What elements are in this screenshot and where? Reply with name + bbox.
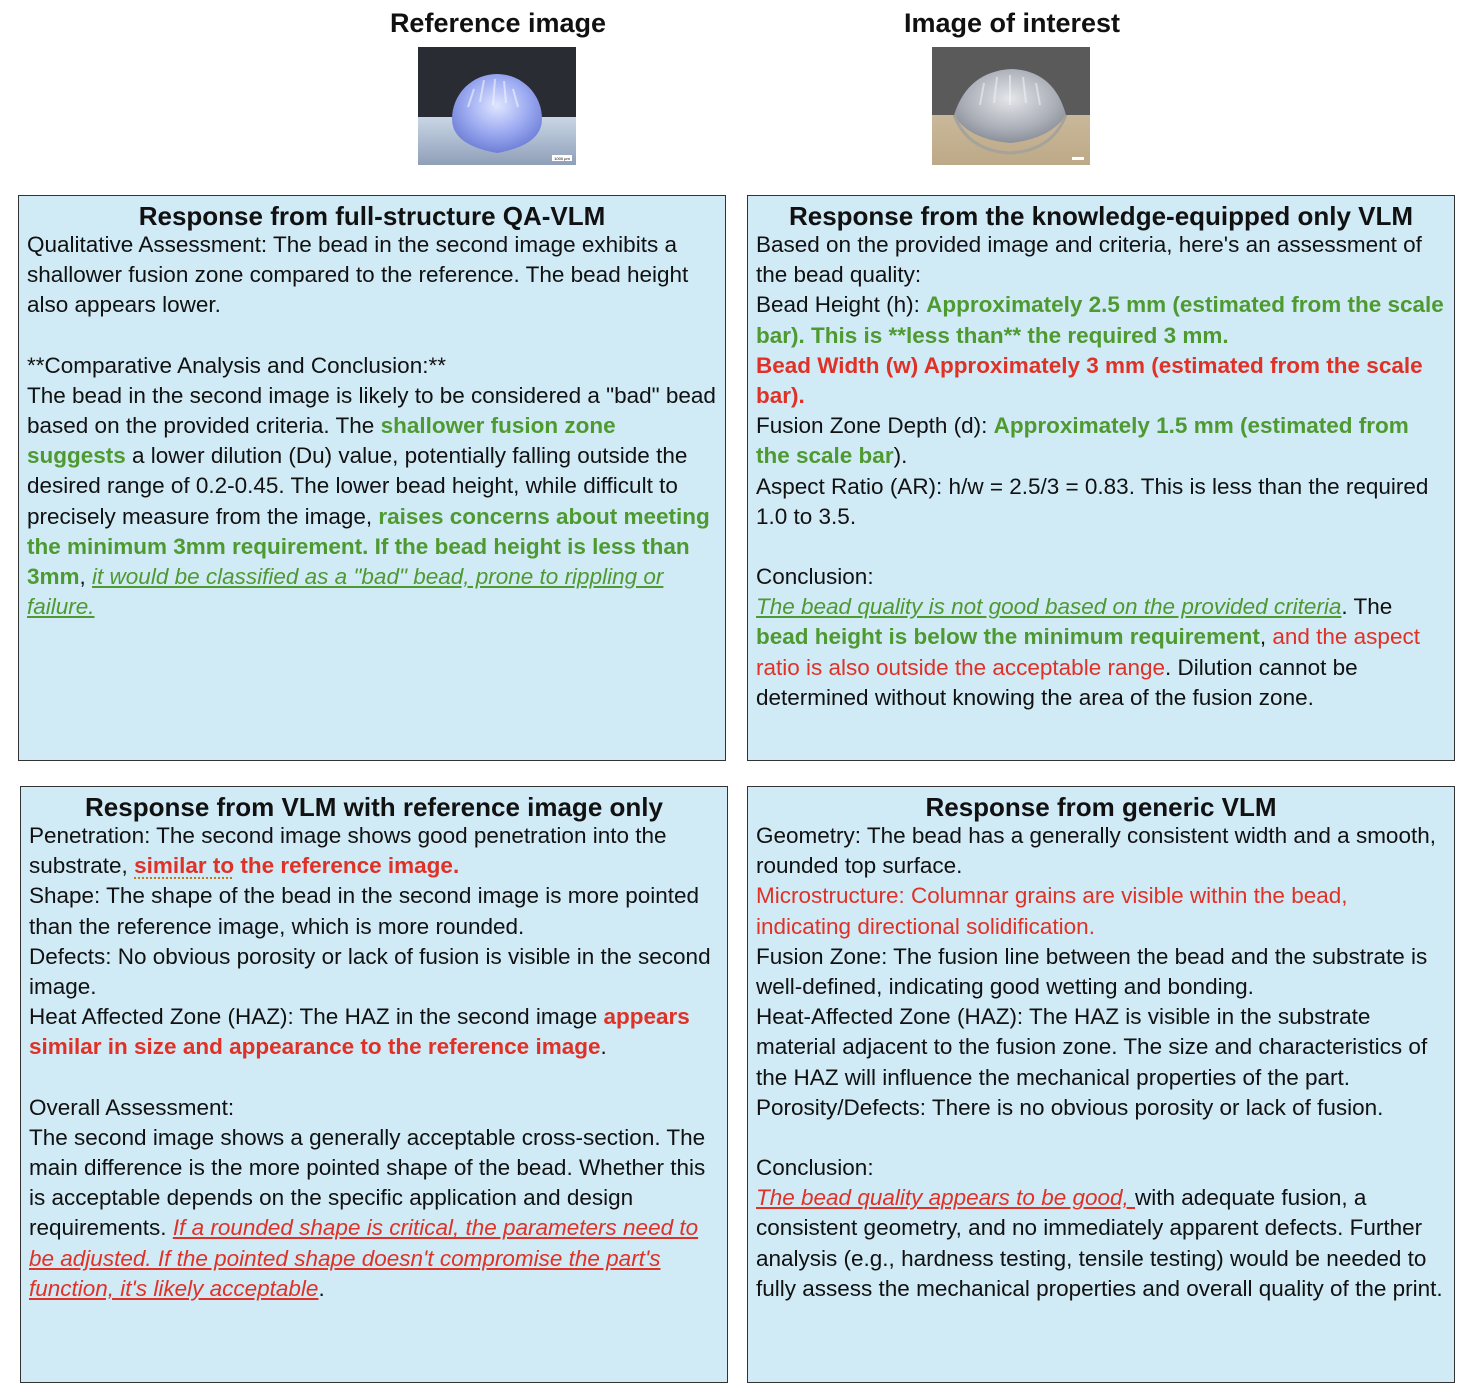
panel-title: Response from full-structure QA-VLM — [138, 201, 606, 231]
conclusion-paragraph: The bead quality is not good based on the provided criteria. The bead height is below the minimum requirement, and the aspect ratio is also outside the acceptable range. Dilution cannot be determined without knowing the area of the fusion zone. — [756, 594, 1420, 710]
reference-image — [418, 47, 576, 165]
geometry-line: Geometry: The bead has a generally consistent width and a smooth, rounded top surface. — [756, 823, 1436, 879]
bead-height-line: Bead Height (h): Approximately 2.5 mm (estimated from the scale bar). This is **less than** the required 3 mm. — [756, 292, 1444, 348]
conclusion-label: Conclusion: — [756, 564, 874, 590]
highlight-incorrect: the reference image. — [234, 853, 460, 879]
scale-label: 1000 μm — [554, 156, 570, 161]
highlight-correct-conclusion: it would be classified as a "bad" bead, prone to rippling or failure. — [27, 564, 664, 620]
highlight-correct: Approximately 1.5 mm (estimated from the scale bar — [756, 413, 1409, 469]
image-of-interest — [932, 47, 1090, 165]
highlight-correct: Approximately 2.5 mm (estimated from the scale bar). This is **less than** the required 3 mm. — [756, 292, 1444, 348]
highlight-correct: raises concerns about meeting the minimum 3mm requirement. If the bead height is less than 3mm — [27, 503, 710, 590]
fusion-depth-line: Fusion Zone Depth (d): Approximately 1.5 mm (estimated from the scale bar). — [756, 413, 1409, 469]
image-of-interest-header: Image of interest — [903, 8, 1121, 38]
porosity-line: Porosity/Defects: There is no obvious porosity or lack of fusion. — [756, 1094, 1384, 1120]
comparative-paragraph: The bead in the second image is likely to be considered a "bad" bead based on the provided criteria. The shallower fusion zone suggests a lower dilution (Du) value, potentially falling outside the desired range of 0.2-0.45. The lower bead height, while difficult to precisely measure from the image, raises concerns about meeting the minimum 3mm requirement. If the bead height is less than 3mm, it would be classified as a "bad" bead, prone to rippling or failure. — [27, 382, 716, 620]
highlight-incorrect: and the aspect ratio is also outside the acceptable range — [756, 624, 1420, 680]
overall-paragraph: The second image shows a generally acceptable cross-section. The main difference is the more pointed shape of the bead. Whether this is acceptable depends on the specific application and design requirements. If a rounded shape is critical, the parameters need to be adjusted. If the pointed shape doesn't compromise the part's function, it's likely acceptable. — [29, 1124, 706, 1301]
reference-image-header: Reference image — [389, 8, 607, 38]
highlight-incorrect: similar to — [134, 853, 235, 879]
panel-full-structure-qa-vlm — [18, 195, 726, 761]
shape-line: Shape: The shape of the bead in the second image is more pointed than the reference image, which is more rounded. — [29, 883, 700, 939]
panel-title: Response from VLM with reference image only — [85, 792, 663, 822]
highlight-incorrect: appears similar in size and appearance to the reference image — [29, 1004, 690, 1060]
highlight-correct: shallower fusion zone suggests — [27, 413, 616, 469]
haz-line: Heat Affected Zone (HAZ): The HAZ in the second image appears similar in size and appearance to the reference image. — [29, 1004, 690, 1060]
intro-line: Based on the provided image and criteria, here's an assessment of the bead quality: — [756, 232, 1422, 288]
haz-line: Heat-Affected Zone (HAZ): The HAZ is visible in the substrate material adjacent to the fusion zone. The size and characteristics of the HAZ will influence the mechanical properties of the part. — [756, 1004, 1428, 1090]
aspect-ratio-line: Aspect Ratio (AR): h/w = 2.5/3 = 0.83. This is less than the required 1.0 to 3.5. — [756, 473, 1429, 529]
bead-width-line: Bead Width (w) Approximately 3 mm (estimated from the scale bar). — [756, 352, 1423, 409]
comparative-heading: **Comparative Analysis and Conclusion:** — [27, 352, 446, 378]
highlight-correct-conclusion: The bead quality is not good based on the provided criteria — [756, 594, 1342, 620]
qualitative-assessment: Qualitative Assessment: The bead in the second image exhibits a shallower fusion zone compared to the reference. The bead height also appears lower. — [27, 232, 689, 318]
conclusion-paragraph: The bead quality appears to be good, with adequate fusion, a consistent geometry, and no immediately apparent defects. Further analysis (e.g., hardness testing, tensile testing) would be needed to fully assess the mechanical properties and overall quality of the print. — [756, 1185, 1443, 1301]
panel-title: Response from generic VLM — [925, 792, 1277, 822]
defects-line: Defects: No obvious porosity or lack of fusion is visible in the second image. — [29, 943, 711, 1000]
microstructure-line: Microstructure: Columnar grains are visible within the bead, indicating directional solidification. — [756, 883, 1348, 939]
panel-knowledge-equipped-vlm — [747, 195, 1455, 761]
panel-title: Response from the knowledge-equipped only VLM — [788, 201, 1414, 231]
fusion-zone-line: Fusion Zone: The fusion line between the bead and the substrate is well-defined, indicating good wetting and bonding. — [756, 943, 1428, 1000]
highlight-incorrect-conclusion: The bead quality appears to be good, — [756, 1185, 1136, 1211]
panel-reference-image-vlm — [20, 786, 728, 1383]
highlight-correct: bead height is below the minimum requirement — [756, 624, 1260, 650]
highlight-incorrect-conclusion: If a rounded shape is critical, the parameters need to be adjusted. If the pointed shape doesn't compromise the part's function, it's likely acceptable — [29, 1215, 699, 1301]
panel-generic-vlm — [747, 786, 1455, 1383]
penetration-line: Penetration: The second image shows good penetration into the substrate, similar to the reference image. — [29, 823, 667, 879]
overall-label: Overall Assessment: — [29, 1094, 235, 1120]
conclusion-label: Conclusion: — [756, 1155, 874, 1181]
